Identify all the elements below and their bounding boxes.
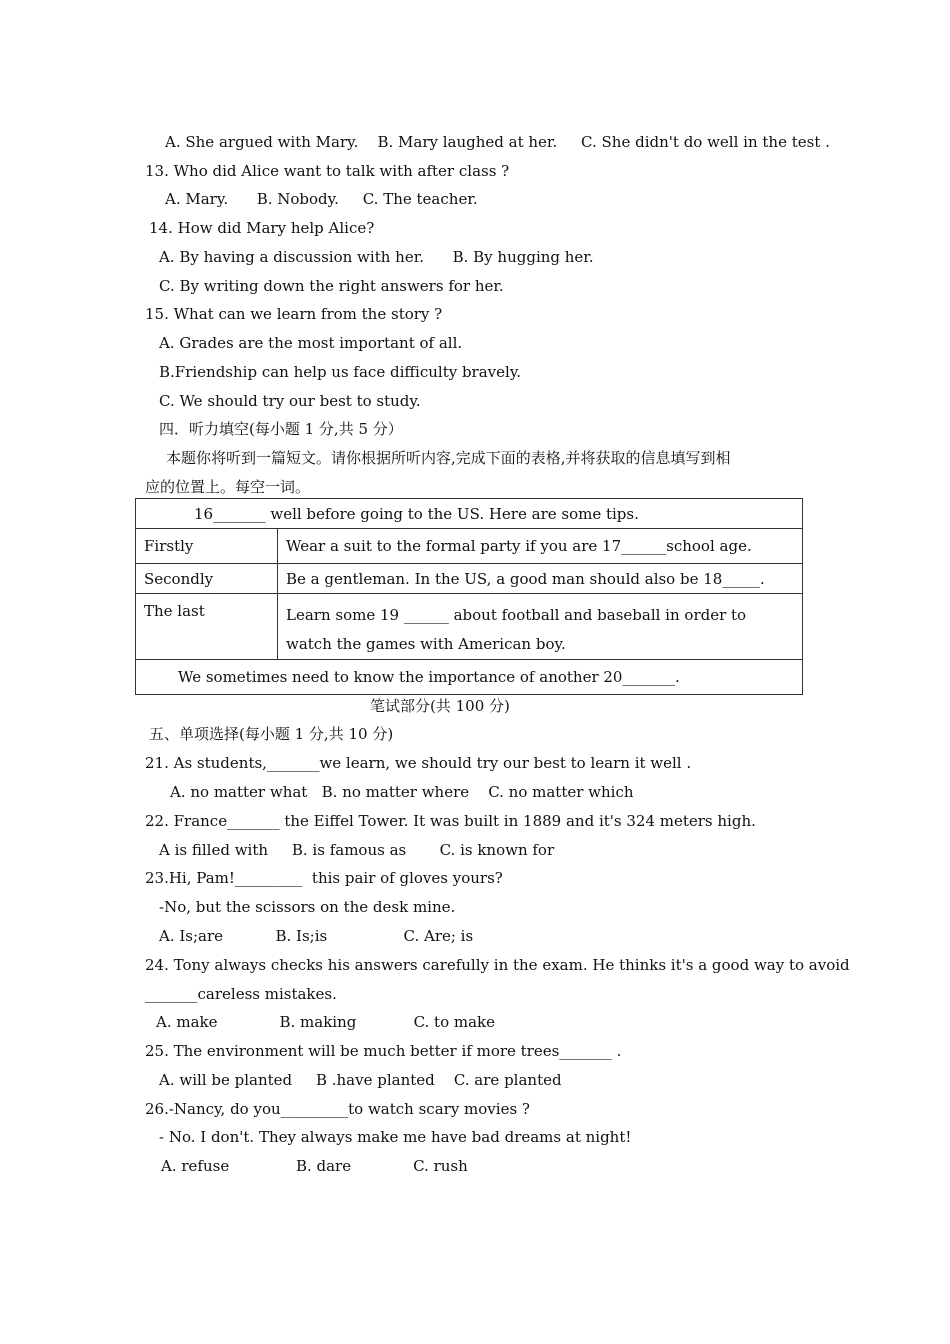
- table-row-label: The last: [136, 594, 278, 660]
- q12-options: A. She argued with Mary. B. Mary laughed at her. C. She didn't do well in the test .: [165, 133, 830, 151]
- q23-options: A. Is;are B. Is;is C. Are; is: [159, 927, 474, 945]
- q22-question: 22. France_______ the Eiffel Tower. It was built in 1889 and it's 324 meters high.: [145, 812, 756, 830]
- q23-response: -No, but the scissors on the desk mine.: [159, 898, 456, 916]
- q13-options: A. Mary. B. Nobody. C. The teacher.: [165, 190, 478, 208]
- table-row-text: Learn some 19 ______ about football and baseball in order to watch the games with American boy.: [278, 594, 803, 660]
- q14-question: 14. How did Mary help Alice?: [149, 219, 375, 237]
- q14-options-ab: A. By having a discussion with her. B. By hugging her.: [159, 248, 594, 266]
- q15-option-c: C. We should try our best to study.: [159, 392, 421, 410]
- table-row-text: Wear a suit to the formal party if you are 17______school age.: [278, 529, 803, 564]
- q21-question: 21. As students,_______we learn, we should try our best to learn it well .: [145, 754, 692, 772]
- q13-question: 13. Who did Alice want to talk with after class ?: [145, 162, 510, 180]
- table-row-label: Firstly: [136, 529, 278, 564]
- q14-option-c: C. By writing down the right answers for her.: [159, 277, 504, 295]
- q26-response: - No. I don't. They always make me have bad dreams at night!: [159, 1128, 632, 1146]
- q24-options: A. make B. making C. to make: [156, 1013, 496, 1031]
- section-4-instruction-line2: 应的位置上。每空一词。: [145, 478, 311, 496]
- q26-question: 26.-Nancy, do you_________to watch scary movies ?: [145, 1100, 530, 1118]
- q22-options: A is filled with B. is famous as C. is known for: [159, 841, 555, 859]
- table-header-cell: 16_______ well before going to the US. Here are some tips.: [136, 499, 803, 529]
- section-4-instruction-line1: 本题你将听到一篇短文。请你根据所听内容,完成下面的表格,并将获取的信息填写到相: [166, 449, 731, 467]
- q26-options: A. refuse B. dare C. rush: [161, 1157, 468, 1175]
- section-4-heading: 四．听力填空(每小题 1 分,共 5 分）: [159, 420, 403, 438]
- q24-question-line1: 24. Tony always checks his answers carefully in the exam. He thinks it's a good way to avoid: [145, 956, 850, 974]
- section-5-heading: 五、单项选择(每小题 1 分,共 10 分): [149, 725, 394, 743]
- q21-options: A. no matter what B. no matter where C. no matter which: [170, 783, 634, 801]
- q15-question: 15. What can we learn from the story ?: [145, 305, 443, 323]
- q15-option-b: B.Friendship can help us face difficulty bravely.: [159, 363, 522, 381]
- q25-question: 25. The environment will be much better if more trees_______ .: [145, 1042, 622, 1060]
- q24-question-line2: _______careless mistakes.: [145, 985, 337, 1003]
- table-footer-cell: We sometimes need to know the importance of another 20_______.: [136, 660, 803, 695]
- table-row-label: Secondly: [136, 564, 278, 594]
- table-row-text: Be a gentleman. In the US, a good man should also be 18_____.: [278, 564, 803, 594]
- listening-table: [135, 498, 803, 695]
- written-part-heading: 笔试部分(共 100 分): [370, 697, 510, 715]
- q15-option-a: A. Grades are the most important of all.: [159, 334, 463, 352]
- q25-options: A. will be planted B .have planted C. are planted: [159, 1071, 562, 1089]
- q23-question: 23.Hi, Pam!_________ this pair of gloves yours?: [145, 869, 503, 887]
